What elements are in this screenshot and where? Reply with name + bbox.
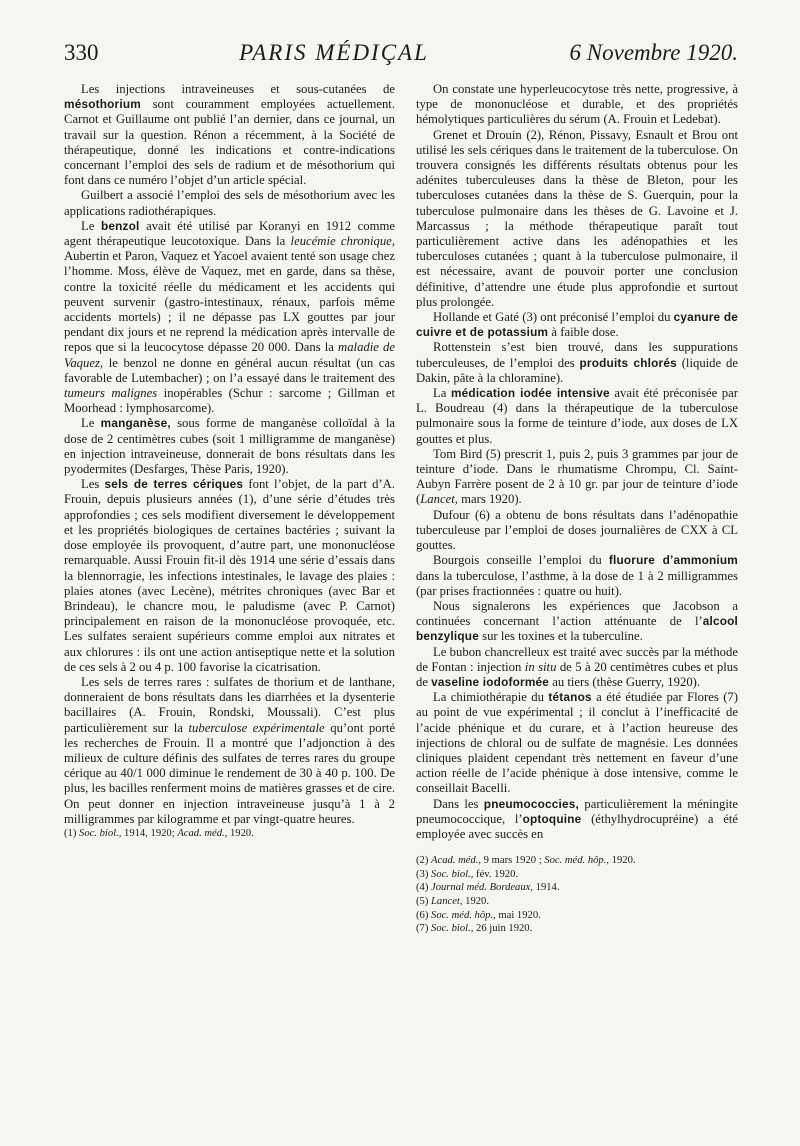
text-span: Soc. méd. hôp., (431, 909, 496, 921)
footnote (416, 854, 738, 868)
paragraph (64, 82, 395, 188)
text-span: fév. 1920. (473, 868, 519, 880)
text-span: (6) (416, 909, 432, 921)
footnote (416, 868, 738, 882)
text-span: inopérables (Schur : sarcome ; Gillman et Moorhead : lymphosarcome). (64, 386, 395, 416)
paragraph (416, 386, 738, 447)
left-column (64, 82, 395, 841)
text-span: Soc. biol., (431, 868, 474, 880)
text-span: Aubertin et Paron, Vaquez et Yacoel avaient tenté son usage chez l’homme. Moss, élève de Vaquez, met en garde, dans sa thèse, contre la toxicité réelle du médicament et les accidents qui peuvent survenir (gastro-intestinaux, rénaux, parfois même accidents mortels) ; il ne dépasse pas LX gouttes par jour pendant dix jours et ne reprend la médication après intervalle de repos que si la leucocytose dépasse 20 000. Dans la (64, 249, 395, 355)
text-span: sous forme de manganèse colloïdal à la dose de 2 centimètres cubes (soit 1 milligramme de manganèse) en injection intraveineuse, donnerait de bons résultats dans les pyodermites (Desfarges, Thèse Paris, 1920). (64, 416, 395, 477)
text-span: avait été préconisée par L. Boudreau (4) dans la thérapeutique de la tuberculose pulmonaire sous la forme de teinture d’iode, aux doses de LX gouttes et plus. (416, 386, 738, 446)
text-span: Tom Bird (5) prescrit 1, puis 2, puis 3 grammes par jour de teinture d’iode. Dans le rhumatisme Chrompu, Cl. Saint-Aubyn Farrère posent de 2 à 10 gr. par jour de teinture d’iode ( (416, 446, 738, 507)
text-span: le benzol ne donne en général aucun résultat (un cas favorable de Lutembacher) ; on l’a essayé dans le traitement des (64, 355, 395, 385)
paragraph (64, 416, 395, 477)
text-span: Le (81, 218, 101, 233)
text-span: 1914. (533, 882, 560, 894)
text-span: (3) (416, 868, 432, 880)
text-span: Rottenstein s’est bien trouvé, dans les suppurations tuberculeuses, de l’emploi des (416, 340, 738, 370)
text-span: 1920. (227, 827, 254, 839)
page-header (64, 40, 738, 74)
right-column (416, 82, 738, 936)
text-span: leucémie chronique, (290, 234, 395, 249)
text-span: mars 1920). (457, 492, 522, 507)
keyword: mésothorium (64, 97, 141, 112)
text-span: 1920. (462, 895, 489, 907)
text-span: mai 1920. (495, 909, 541, 921)
text-span: tuberculose expérimentale (188, 720, 325, 735)
paragraph (416, 553, 738, 599)
footnote (416, 895, 738, 909)
text-span: La (433, 386, 451, 401)
text-span: maladie de Vaquez, (64, 340, 395, 370)
text-span: Bourgois conseille l’emploi du (433, 553, 609, 568)
text-span: Les (81, 477, 105, 492)
text-span: sont couramment employées actuellement. Carnot et Guillaume ont publié l’an dernier, dans ce journal, un travail sur la question. Rénon a récemment, à la Société de thérapeutique, donné les indications et contre-indications concernant l’emploi des sels de radium et de mésothorium qui font dans ce numéro l’objet d’un article spécial. (64, 97, 395, 188)
keyword: cyanure de cuivre et de potassium (416, 310, 738, 340)
text-span: Les injections intraveineuses et sous-cutanées de (81, 82, 395, 96)
text-span: in situ (524, 659, 557, 674)
text-span: La chimiothérapie du (433, 690, 549, 705)
text-span: tumeurs malignes (64, 386, 158, 401)
paragraph (64, 477, 395, 675)
paragraph: Dufour (6) a obtenu de bons résultats dans l’adénopathie tuberculeuse par l’emploi de doses journalières de CXX à CL gouttes. (416, 507, 738, 553)
footnote (416, 909, 738, 923)
text-span: (5) (416, 895, 432, 907)
keyword: optoquine (522, 811, 582, 826)
text-span: Soc. biol., (431, 923, 474, 935)
keyword: sels de terres cériques (104, 477, 244, 492)
text-span: qu’ont porté les recherches de Frouin. Il a montré que l’adjonction à des milieux de culture définis des sulfates de terres rares du groupe cérique au 40/1 000 diminue le rendement de 30 à 40 p. 100. De plus, les bacilles renferment moins de matières grasses et de cire. On peut donner en injection intraveineuse jusqu’à 1 à 2 milligrammes par kilogramme et par vingt-quatre heures. (64, 720, 395, 826)
text-span: Journal méd. Bordeaux, (431, 882, 534, 894)
paragraph (416, 599, 738, 645)
paragraph (416, 310, 738, 340)
text-span: a été étudiée par Flores (7) au point de vue expérimental ; il conclut à l’inefficacité de l’acide phénique et du curare, et à l’action heureuse des injections de chloral ou de sulfate de magnésie. Les données cliniques plaident cependant très nettement en faveur d’une action réelle de l’acide phénique à dose intensive, comme le conseillait Bacelli. (416, 690, 738, 796)
paragraph (416, 797, 738, 843)
footnote (64, 827, 395, 841)
keyword: manganèse, (100, 416, 171, 431)
text-span: (1) (64, 827, 80, 839)
text-span: Hollande et Gaté (3) ont préconisé l’emploi du (433, 310, 674, 325)
text-span: dans la tuberculose, l’asthme, à la dose de 1 à 2 milligrammes (par prises fractionnées : quatre ou huit). (416, 568, 738, 598)
page-number: 330 (64, 40, 99, 65)
text-span: Soc. méd. hôp., (544, 855, 610, 867)
text-span: (4) (416, 882, 432, 894)
text-span: à faible dose. (548, 325, 619, 340)
text-span: Acad. méd., (431, 855, 482, 867)
keyword: produits chlorés (579, 355, 677, 370)
keyword: tétanos (548, 690, 592, 705)
keyword: fluorure d’ammonium (608, 553, 738, 568)
text-span: Le (81, 416, 101, 431)
text-span: Les sels de terres rares : sulfates de thorium et de lanthane, donneraient de bons résultats dans les diarrhées et la dysenterie bacillaires (A. Frouin, Rondski, Moussali). C’est plus particulièrement sur la (64, 674, 395, 735)
journal-title: PARIS MÉDIÇAL (239, 40, 429, 65)
text-span: Dans les (433, 796, 484, 811)
footnote (416, 922, 738, 936)
text-span: (éthylhydrocupréine) a été employée avec succès en (416, 811, 738, 841)
paragraph: Guilbert a associé l’emploi des sels de mésothorium avec les applications radiothérapiques. (64, 188, 395, 218)
paragraph (416, 340, 738, 386)
text-span: 9 mars 1920 ; (481, 855, 545, 867)
footnote (416, 881, 738, 895)
text-span: Soc. biol., (79, 827, 122, 839)
text-span: 1914, 1920; (121, 827, 178, 839)
text-span: 26 juin 1920. (473, 923, 533, 935)
text-span: (7) (416, 923, 432, 935)
text-span: Lancet, (431, 895, 463, 907)
keyword: alcool benzylique (416, 614, 738, 644)
text-span: Acad. méd., (177, 827, 228, 839)
keyword: pneumococcies, (483, 796, 580, 811)
keyword: médication iodée intensive (450, 386, 610, 401)
text-span: Le bubon chancrelleux est traité avec succès par la méthode de Fontan : injection (416, 644, 738, 674)
paragraph: On constate une hyperleucocytose très nette, progressive, à type de mononucléose et durable, et des propriétés hémolytiques particulières du sérum (A. Frouin et Ledebat). (416, 82, 738, 127)
text-span: (2) (416, 855, 432, 867)
paragraph (64, 219, 395, 417)
text-span: de 5 à 20 centimètres cubes et plus de (416, 659, 739, 689)
paragraph: Grenet et Drouin (2), Rénon, Pissavy, Esnault et Brou ont utilisé les sels cériques dans le traitement de la tuberculose. On trouvera consignés les différents résultats obtenus pour les adénites tuberculeuses dans la thèse de Bleton, pour les tuberculoses cutanées dans la thèse de S. Guerquin, pour la tuberculose pulmonaire dans les thèses de G. Lavoine et J. Marcassus ; la méthode thérapeutique paraît tout particulièrement active dans les adénopathies et les tuberculoses cutanées ; quant à la tuberculose pulmonaire, il est nécessaire, avant de pouvoir porter une conclusion définitive, d’attendre une étude plus approfondie et surtout plus prolongée. (416, 127, 738, 309)
issue-date: 6 Novembre 1920. (569, 40, 738, 65)
paragraph (64, 675, 395, 827)
paragraph (416, 447, 738, 508)
paragraph (416, 690, 738, 796)
text-span: sur les toxines et la tuberculine. (478, 629, 643, 644)
text-span: Nous signalerons les expériences que Jacobson a continuées concernant l’action atténuante de l’ (416, 598, 738, 629)
keyword: vaseline iodoformée (431, 674, 550, 689)
text-span: Lancet, (420, 492, 458, 507)
text-span: avait été utilisé par Koranyi en 1912 comme agent thérapeutique leucotoxique. Dans la (64, 218, 395, 249)
text-span: particulièrement la méningite pneumococcique, l’ (416, 796, 739, 826)
text-span: 1920. (609, 855, 636, 867)
paragraph (416, 645, 738, 691)
footnotes (416, 854, 738, 936)
text-span: au tiers (thèse Guerry, 1920). (549, 674, 701, 689)
text-span: font l’objet, de la part d’A. Frouin, depuis plusieurs années (1), d’une série d’études très approfondies ; ces sels modifient diversement le développement et les propriétés biologiques de certaines bactéries ; suivant la dose employée ils provoquent, d’autre part, une mononucléose remarquable. Aussi Frouin fit-il dès 1914 une série d’essais dans la blennorragie, les infections intestinales, le lavage des plaies : plaies atones (avec Lecène), métrites chroniques (avec Bar et Brindeau), le chancre mou, le paludisme (avec P. Carnot) principalement en raison de la mononucléose provoquée, etc. Les sulfates seraient supérieurs comme emploi aux nitrates et aux chlorures : ils ont une action antiseptique nette et la solution de ces sels à 2 ou 4 p. 100 favorise la cicatrisation. (64, 477, 395, 674)
text-span: (liquide de Dakin, pâte à la chloramine). (416, 355, 738, 385)
keyword: benzol (100, 218, 140, 233)
